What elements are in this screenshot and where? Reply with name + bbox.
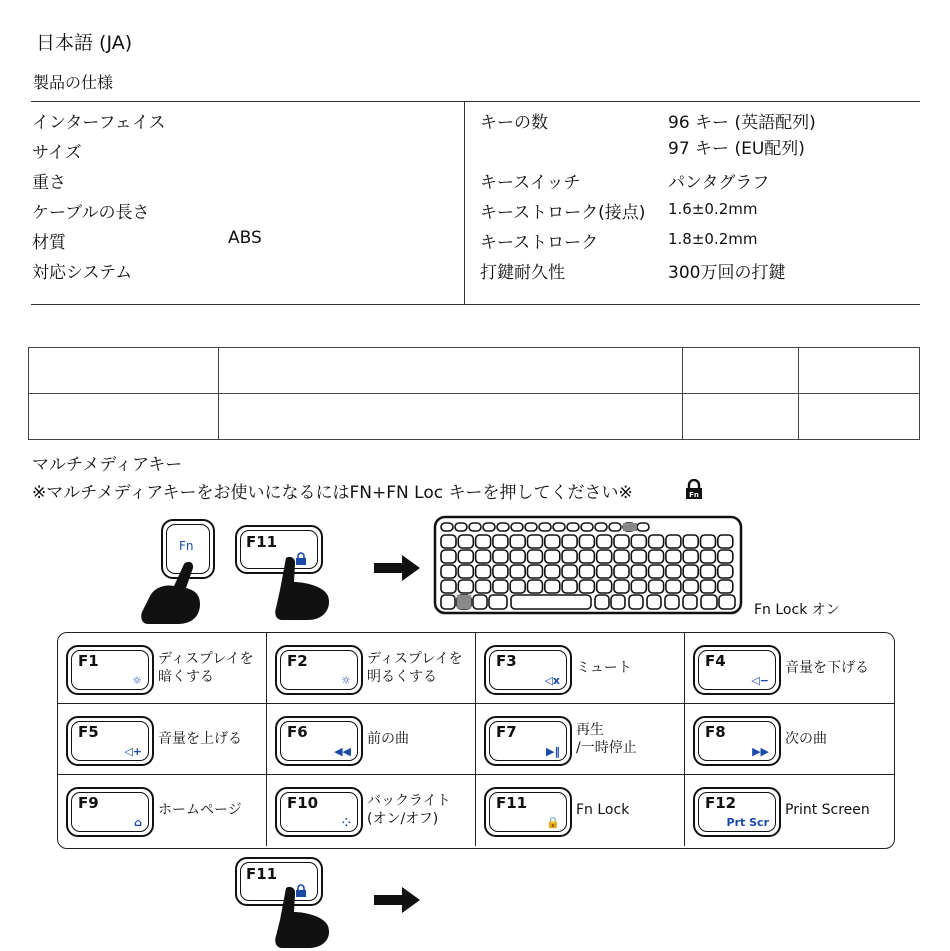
description-line: 前の曲 — [367, 731, 409, 747]
spec-list-right — [480, 108, 920, 288]
mute-icon: ◁x — [544, 674, 560, 687]
function-key-cell — [476, 775, 685, 846]
function-key-description — [576, 659, 632, 677]
description-line: バックライト — [367, 793, 451, 809]
function-key-label: F6 — [287, 723, 308, 741]
spec-row — [480, 168, 920, 198]
fn-key-label: Fn — [179, 539, 194, 553]
spec-row — [32, 168, 462, 198]
description-line: (オン/オフ) — [367, 811, 439, 827]
description-line: 再生 — [576, 722, 604, 738]
description-line: Fn Lock — [576, 802, 630, 818]
spec-value: パンタグラフ — [668, 173, 770, 193]
description-line: ホームページ — [158, 802, 242, 818]
function-key-cell — [476, 633, 685, 704]
blank-table — [28, 347, 920, 440]
f11-key-label: F11 — [246, 865, 278, 883]
volume-down-icon: ◁− — [751, 674, 769, 687]
spec-row — [480, 228, 920, 258]
function-key-label: F10 — [287, 794, 319, 812]
spec-key: 重さ — [32, 173, 66, 193]
function-key-label: F8 — [705, 723, 726, 741]
description-line: 次の曲 — [785, 731, 827, 747]
brightness-up-icon: ☼ — [341, 674, 351, 687]
spec-key: 対応システム — [32, 263, 133, 283]
spec-key: キーの数 — [480, 113, 548, 133]
spec-table-top-rule — [31, 101, 920, 102]
function-key-cell — [685, 704, 894, 775]
pressing-hand-icon — [138, 560, 208, 626]
function-key-description — [158, 650, 254, 686]
function-key-cell — [58, 633, 267, 704]
play-pause-icon: ▶‖ — [546, 745, 560, 758]
spec-value: ABS — [228, 228, 262, 248]
function-key-label: F3 — [496, 652, 517, 670]
spec-table-divider — [464, 101, 465, 304]
function-key — [484, 716, 572, 766]
description-line: Print Screen — [785, 802, 870, 818]
fn-lock-icon: 🔒 — [546, 816, 560, 829]
spec-key: キーストローク — [480, 233, 599, 253]
spec-row — [480, 258, 920, 288]
function-key — [484, 787, 572, 837]
description-line: /一時停止 — [576, 740, 637, 756]
description-line: ミュート — [576, 660, 632, 676]
print-screen-icon: Prt Scr — [726, 816, 769, 829]
spec-row — [32, 138, 462, 168]
spec-key: キースイッチ — [480, 173, 581, 193]
pressing-hand-icon — [268, 556, 338, 622]
function-key-cell — [476, 704, 685, 775]
brightness-down-icon: ☼ — [132, 674, 142, 687]
arrow-right-icon — [374, 555, 420, 581]
function-key-label: F9 — [78, 794, 99, 812]
backlight-icon: ⁘ — [341, 816, 351, 829]
function-key-cell — [58, 704, 267, 775]
function-key-cell — [58, 775, 267, 846]
spec-key: キーストローク(接点) — [480, 203, 646, 223]
function-key-description — [785, 801, 870, 819]
function-key-label: F5 — [78, 723, 99, 741]
spec-row — [32, 198, 462, 228]
spec-row — [32, 228, 462, 258]
pressing-hand-icon — [268, 886, 338, 948]
function-key-grid — [57, 632, 895, 849]
spec-value: 96 キー (英語配列) — [668, 113, 816, 133]
description-line: 明るくする — [367, 669, 437, 685]
volume-up-icon: ◁+ — [124, 745, 142, 758]
f11-key-label: F11 — [246, 533, 278, 551]
description-line: ディスプレイを — [367, 651, 463, 667]
home-icon: ⌂ — [134, 816, 142, 829]
arrow-right-icon — [374, 887, 420, 913]
fn-lock-icon — [684, 479, 704, 499]
function-key-cell — [267, 775, 476, 846]
table-cell — [799, 394, 920, 440]
function-key — [693, 645, 781, 695]
table-cell — [683, 394, 799, 440]
table-row — [29, 394, 920, 440]
page-title: 日本語 (JA) — [36, 32, 133, 54]
function-key — [693, 787, 781, 837]
function-key-description — [367, 792, 451, 828]
function-key-description — [158, 730, 242, 748]
spec-row — [32, 108, 462, 138]
table-cell — [219, 394, 683, 440]
spec-key: 材質 — [32, 233, 66, 253]
table-cell — [219, 348, 683, 394]
function-key-description — [785, 730, 827, 748]
description-line: 音量を下げる — [785, 660, 869, 676]
table-row — [29, 348, 920, 394]
spec-value: 1.6±0.2mm — [668, 200, 758, 218]
spec-key: ケーブルの長さ — [32, 203, 150, 223]
table-cell — [29, 394, 219, 440]
function-key-description — [576, 721, 637, 757]
function-key — [275, 716, 363, 766]
table-cell — [29, 348, 219, 394]
function-key — [484, 645, 572, 695]
function-key — [66, 645, 154, 695]
function-key — [66, 716, 154, 766]
function-key-description — [367, 730, 409, 748]
spec-value: 1.8±0.2mm — [668, 230, 758, 248]
function-key-label: F2 — [287, 652, 308, 670]
function-key — [275, 787, 363, 837]
function-key-label: F11 — [496, 794, 528, 812]
function-key-description — [367, 650, 463, 686]
section-title-specs: 製品の仕様 — [33, 73, 114, 92]
spec-value: 300万回の打鍵 — [668, 263, 786, 283]
spec-table-bottom-rule — [31, 304, 920, 305]
function-key-label: F1 — [78, 652, 99, 670]
spec-key: 打鍵耐久性 — [480, 263, 565, 283]
description-line: ディスプレイを — [158, 651, 254, 667]
function-key-description — [158, 801, 242, 819]
description-line: 暗くする — [158, 669, 214, 685]
function-key-cell — [685, 633, 894, 704]
keyboard-fn-lock-on-illustration — [433, 515, 743, 615]
function-key — [66, 787, 154, 837]
fn-lock-caption: Fn Lock オン — [754, 602, 840, 618]
spec-key: サイズ — [32, 143, 82, 163]
function-key — [275, 645, 363, 695]
spec-row — [480, 134, 920, 168]
next-track-icon: ▶▶ — [752, 745, 769, 758]
svg-text:Fn: Fn — [689, 491, 699, 499]
function-key-cell — [267, 704, 476, 775]
function-key-cell — [685, 775, 894, 846]
function-key — [693, 716, 781, 766]
function-key-cell — [267, 633, 476, 704]
description-line: 音量を上げる — [158, 731, 242, 747]
table-cell — [683, 348, 799, 394]
function-key-label: F7 — [496, 723, 517, 741]
function-key-label: F4 — [705, 652, 726, 670]
previous-track-icon: ◀◀ — [334, 745, 351, 758]
spec-row — [480, 198, 920, 228]
function-key-label: F12 — [705, 794, 737, 812]
function-key-description — [576, 801, 629, 819]
spec-row — [480, 108, 920, 134]
spec-list-left — [32, 108, 462, 288]
spec-key: インターフェイス — [32, 113, 166, 133]
section-title-multimedia: マルチメディアキー — [32, 455, 183, 475]
multimedia-instruction: ※マルチメディアキーをお使いになるにはFN+FN Loc キーを押してください※ — [32, 483, 633, 503]
table-cell — [799, 348, 920, 394]
spec-row — [32, 258, 462, 288]
function-key-description — [785, 659, 869, 677]
spec-value: 97 キー (EU配列) — [668, 139, 805, 159]
